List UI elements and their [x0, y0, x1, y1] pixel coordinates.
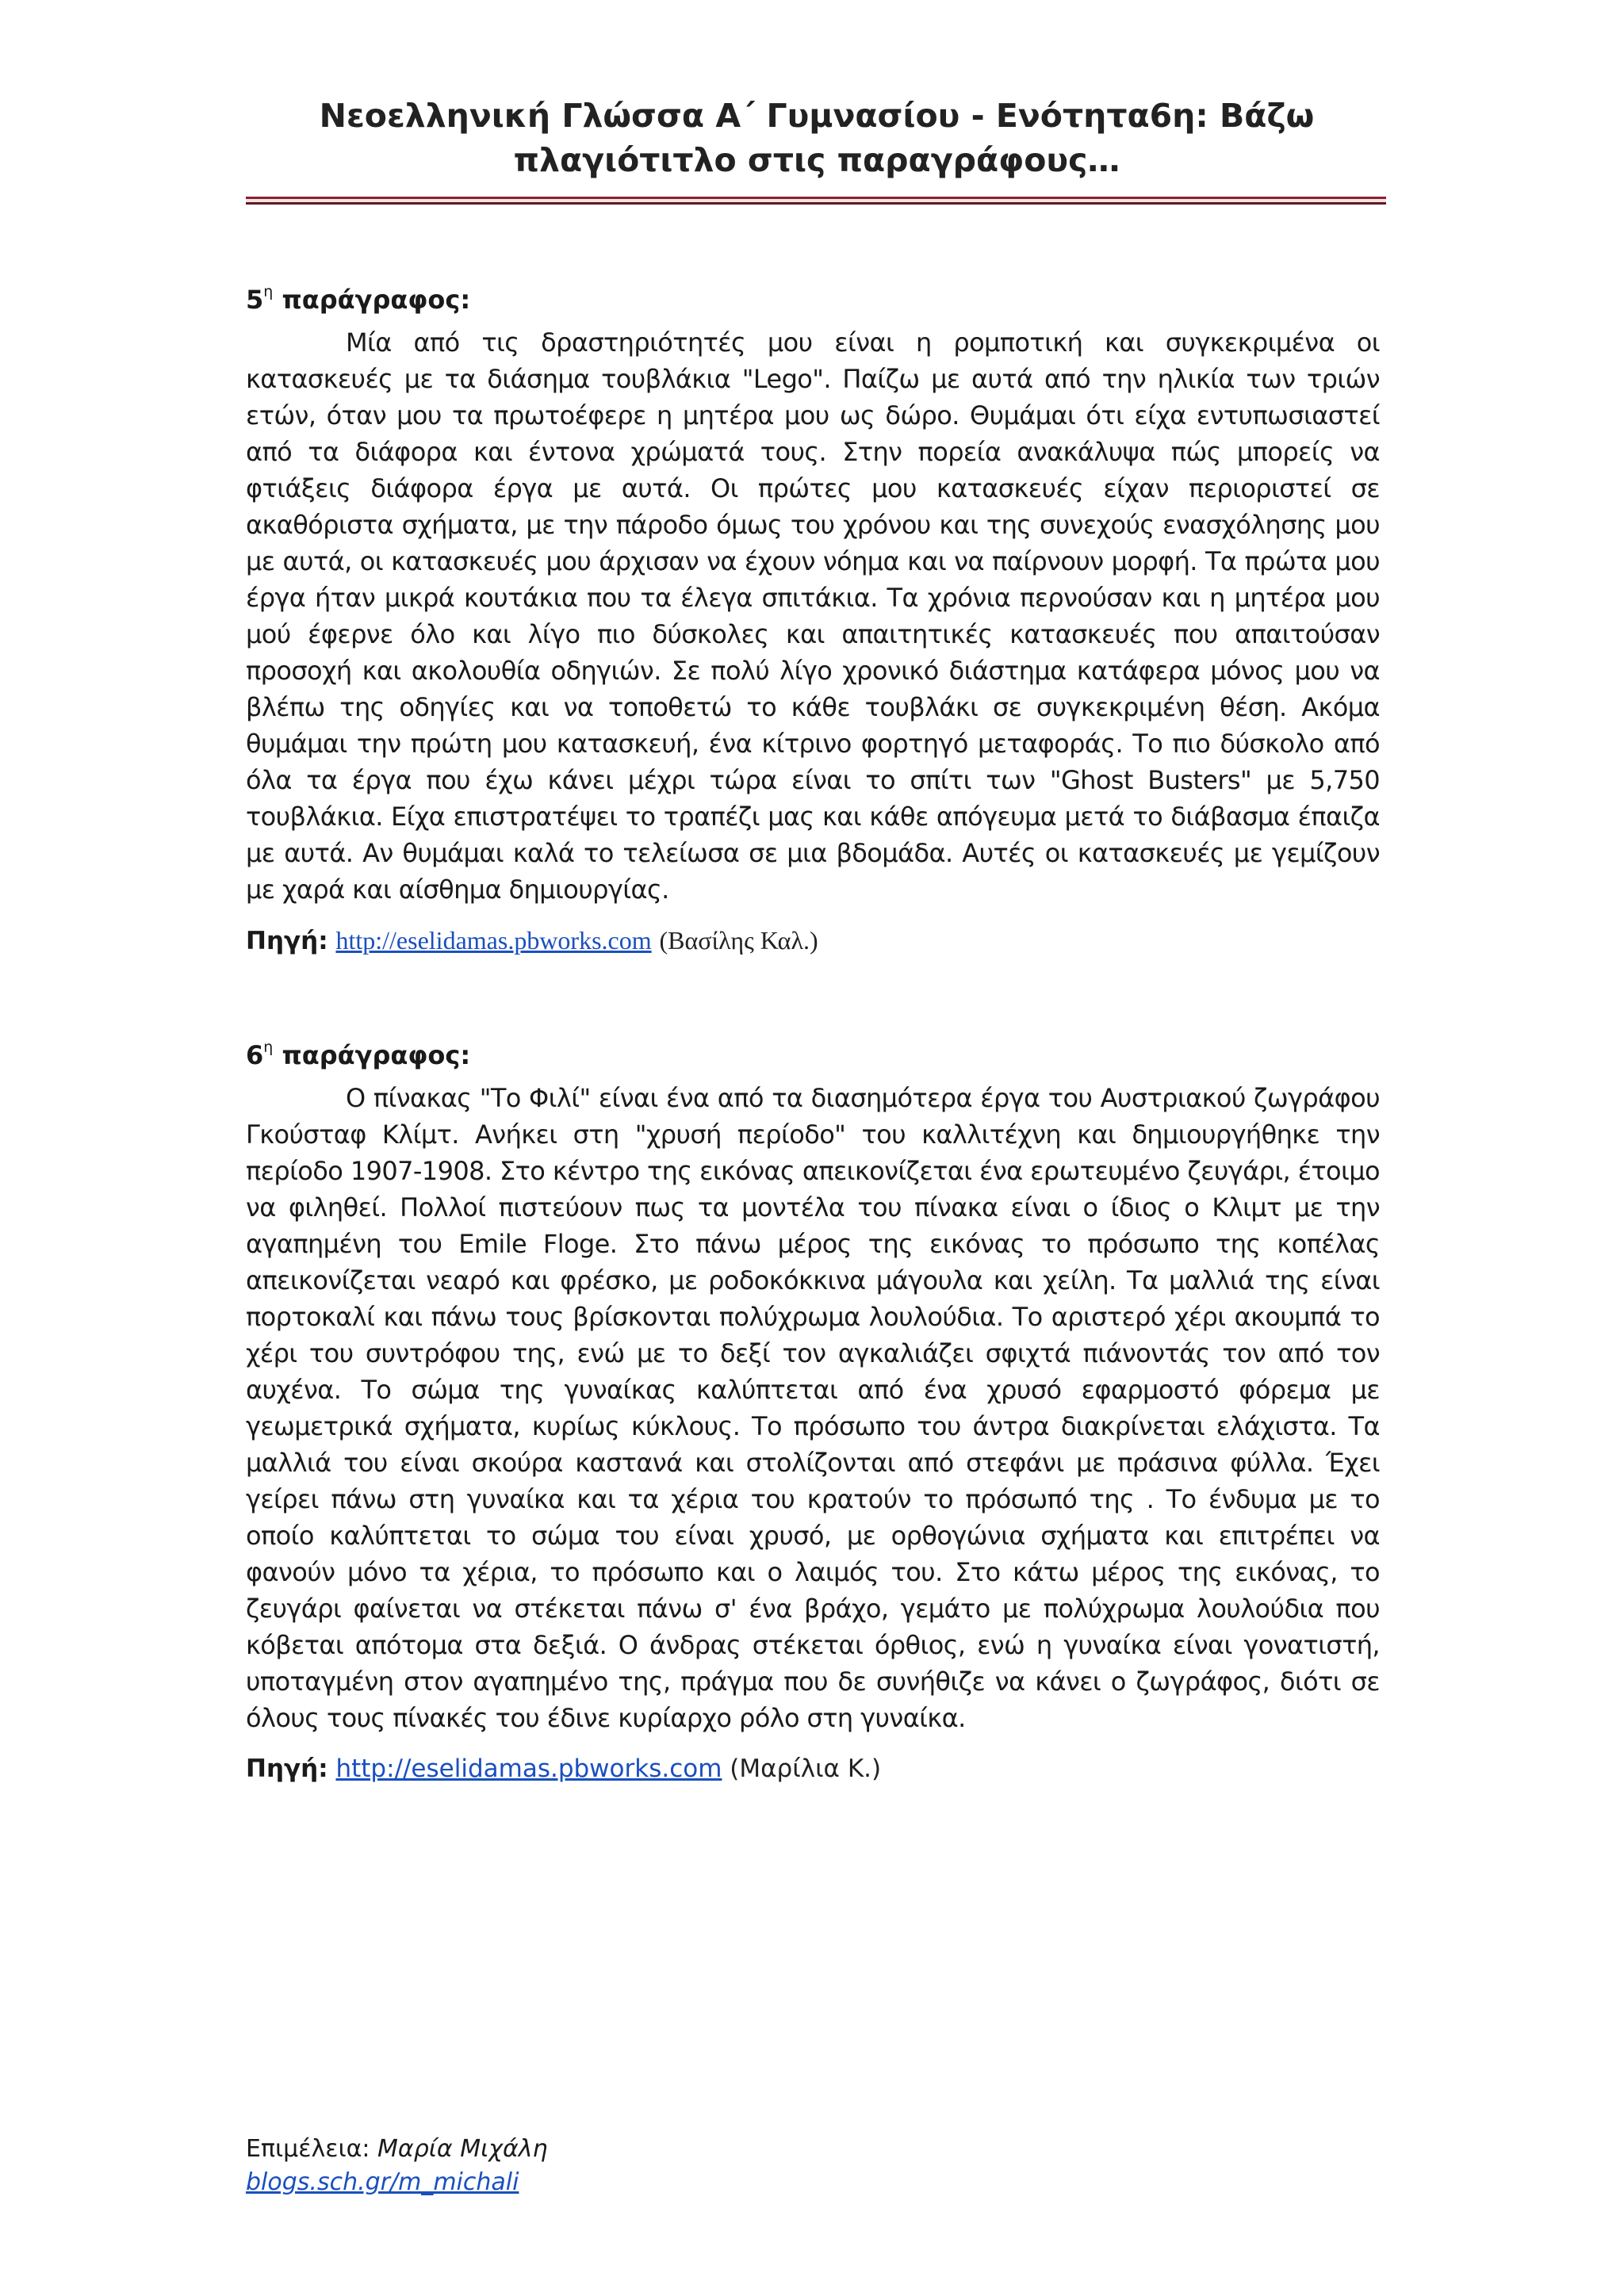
paragraph-heading [246, 281, 1380, 318]
footer-editor-name: Μαρία Μιχάλη [377, 2135, 548, 2163]
paragraph-body: Μία από τις δραστηριότητές μου είναι η ρομποτική και συγκεκριμένα οι κατασκευές με τα διάσημα τουβλάκια "Lego". Παίζω με αυτά από την ηλικία των τριών ετών, όταν μου τα πρωτοέφερε η μητέρα μου ως δώρο. Θυμάμαι ότι είχα εντυπωσιαστεί από τα διάφορα και έντονα χρώματά τους. Στην πορεία ανακάλυψα πώς μπορείς να φτιάξεις διάφορα έργα με αυτά. Οι πρώτες μου κατασκευές είχαν περιοριστεί σε ακαθόριστα σχήματα, με την πάροδο όμως του χρόνου και της συνεχούς ενασχόλησης μου με αυτά, οι κατασκευές μου άρχισαν να έχουν νόημα και να παίρνουν μορφή. Τα πρώτα μου έργα ήταν μικρά κουτάκια που τα έλεγα σπιτάκια. Τα χρόνια περνούσαν και η μητέρα μου μού έφερνε όλο και λίγο πιο δύσκολες και απαιτητικές κατασκευές που απαιτούσαν προσοχή και ακολουθία οδηγιών. Σε πολύ λίγο χρονικό διάστημα κατάφερα μόνος μου να βλέπω της οδηγίες και να τοποθετώ το κάθε τουβλάκι σε συγκεκριμένη θέση. Ακόμα θυμάμαι την πρώτη μου κατασκευή, ένα κίτρινο φορτηγό μεταφοράς. Το πιο δύσκολο από όλα τα έργα που έχω κάνει μέχρι τώρα είναι το σπίτι των "Ghost Busters" με 5,750 τουβλάκια. Είχα επιστρατέψει το τραπέζι μας και κάθε απόγευμα μετά το διάβασμα έπαιζα με αυτά. Αν θυμάμαι καλά το τελείωσα σε μια βδομάδα. Αυτές οι κατασκευές με γεμίζουν με χαρά και αίσθημα δημιουργίας. [246, 327, 1380, 905]
paragraph-heading [246, 1037, 1380, 1073]
paragraph-section-5 [246, 281, 1380, 958]
paragraph-number: 5 [246, 285, 264, 315]
paragraph-heading-label: παράγραφος: [282, 1040, 471, 1070]
source-line [246, 1752, 1380, 1785]
footer-editor-label: Επιμέλεια: [246, 2135, 370, 2163]
paragraph-number: 6 [246, 1040, 264, 1070]
paragraph-body: Ο πίνακας "Το Φιλί" είναι ένα από τα διασημότερα έργα του Αυστριακού ζωγράφου Γκούσταφ Κλίμτ. Ανήκει στη "χρυσή περίοδο" του καλλιτέχνη και δημιουργήθηκε την περίοδο 1907-1908. Στο κέντρο της εικόνας απεικονίζεται ένα ερωτευμένο ζευγάρι, έτοιμο να φιληθεί. Πολλοί πιστεύουν πως τα μοντέλα του πίνακα είναι ο ίδιος ο Κλιμτ με την αγαπημένη του Emile Floge. Στο πάνω μέρος της εικόνας το πρόσωπο της κοπέλας απεικονίζεται νεαρό και φρέσκο, με ροδοκόκκινα μάγουλα και χείλη. Τα μαλλιά της είναι πορτοκαλί και πάνω τους βρίσκονται πολύχρωμα λουλούδια. Το αριστερό χέρι ακουμπά το χέρι του συντρόφου της, ενώ με το δεξί τον αγκαλιάζει σφιχτά πιάνοντάς τον από τον αυχένα. Το σώμα της γυναίκας καλύπτεται από ένα χρυσό εφαρμοστό φόρεμα με γεωμετρικά σχήματα, κυρίως κύκλους. Το πρόσωπο του άντρα διακρίνεται ελάχιστα. Τα μαλλιά του είναι σκούρα καστανά και στολίζονται από στεφάνι με πράσινα φύλλα. Έχει γείρει πάνω στη γυναίκα και τα χέρια του κρατούν το πρόσωπό της . Το ένδυμα με το οποίο καλύπτεται το σώμα του είναι χρυσό, με ορθογώνια σχήματα και επιτρέπει να φανούν μόνο τα χέρια, το πρόσωπο και ο λαιμός του. Στο κάτω μέρος της εικόνας, το ζευγάρι φαίνεται να στέκεται πάνω σ' ένα βράχο, γεμάτο με πολύχρωμα λουλούδια που κόβεται απότομα στα δεξιά. Ο άνδρας στέκεται όρθιος, ενώ η γυναίκα είναι γονατιστή, υποταγμένη στον αγαπημένο της, πράγμα που δε συνήθιζε να κάνει ο ζωγράφος, διότι σε όλους τους πίνακές του έδινε κυρίαρχο ρόλο στη γυναίκα. [246, 1083, 1380, 1733]
source-label: Πηγή: [246, 927, 328, 955]
page-header [246, 94, 1388, 182]
source-line [246, 924, 1380, 958]
page-footer [246, 2133, 548, 2199]
page-title-line-2: πλαγιότιτλο στις παραγράφους… [513, 141, 1120, 179]
footer-blog-link[interactable]: blogs.sch.gr/m_michali [246, 2168, 519, 2196]
paragraph-section-6 [246, 1037, 1380, 1785]
page-title-line-1: Νεοελληνική Γλώσσα Α΄ Γυμνασίου - Ενότητα6η: Βάζω [319, 97, 1315, 135]
paragraph-number-suffix: η [263, 1039, 274, 1056]
source-link[interactable]: http://eselidamas.pbworks.com [335, 926, 652, 955]
header-divider [246, 197, 1386, 205]
footer-editor [246, 2133, 548, 2166]
source-label: Πηγή: [246, 1755, 328, 1783]
paragraph-number-suffix: η [263, 283, 274, 300]
source-author: (Βασίλης Καλ.) [659, 926, 818, 955]
source-author: (Μαρίλια Κ.) [730, 1755, 882, 1783]
paragraph-heading-label: παράγραφος: [282, 285, 471, 315]
source-link[interactable]: http://eselidamas.pbworks.com [335, 1755, 722, 1783]
